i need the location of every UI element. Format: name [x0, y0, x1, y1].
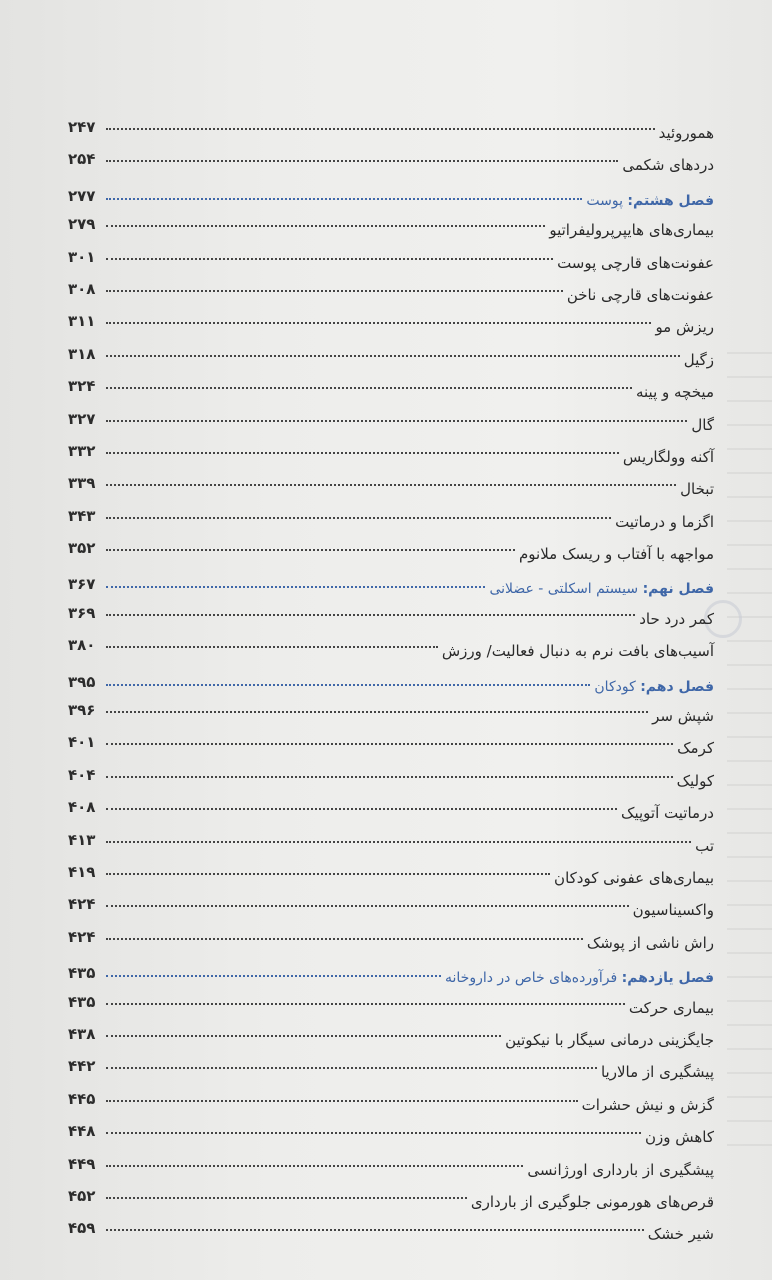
dot-leader: [106, 355, 680, 357]
page-number: ۲۴۷: [68, 118, 96, 136]
toc-entry-row: [68, 733, 714, 765]
dot-leader: [106, 290, 563, 292]
toc-entry-row: [68, 701, 714, 733]
table-of-contents: [68, 118, 714, 1252]
toc-entry-row: [68, 280, 714, 312]
dot-leader: [106, 1197, 467, 1199]
toc-entry-row: [68, 507, 714, 539]
page-number: ۴۱۳: [68, 830, 96, 849]
page-number: ۳۱۱: [68, 312, 96, 331]
dot-leader: [106, 646, 438, 648]
toc-entry-row: [68, 118, 714, 150]
dot-leader: [106, 873, 550, 875]
dot-leader: [106, 776, 673, 778]
toc-chapter-row: [68, 571, 714, 603]
page-number: ۴۳۸: [68, 1024, 96, 1043]
toc-entry-row: [68, 1187, 714, 1219]
dot-leader: [106, 549, 515, 551]
dot-leader: [106, 1132, 641, 1134]
entry-title: تب: [695, 836, 714, 855]
page-number: ۴۴۹: [68, 1154, 96, 1173]
chapter-heading: فصل یازدهم:: [621, 970, 714, 987]
chapter-heading: فصل نهم:: [642, 581, 714, 598]
toc-entry-row: [68, 150, 714, 182]
page-number: ۴۲۴: [68, 927, 96, 946]
entry-title: دردهای شکمی: [622, 156, 714, 175]
entry-title: اگزما و درماتیت: [615, 512, 714, 531]
entry-title: کرمک: [677, 739, 714, 758]
dot-leader: [106, 258, 553, 260]
entry-title: شیر خشک: [647, 1225, 714, 1244]
toc-entry-row: [68, 312, 714, 344]
dot-leader: [106, 420, 687, 422]
entry-title: کولیک: [676, 771, 714, 790]
entry-title: پیشگیری از بارداری اورژانسی: [527, 1160, 714, 1179]
entry-title: مواجهه با آفتاب و ریسک ملانوم: [519, 545, 714, 564]
page-number: ۴۲۴: [68, 895, 96, 914]
dot-leader: [106, 975, 441, 977]
page-number: ۳۰۱: [68, 247, 96, 266]
dot-leader: [106, 586, 485, 588]
page-number: ۴۱۹: [68, 862, 96, 881]
page-number: ۳۳۹: [68, 474, 96, 493]
dot-leader: [106, 452, 619, 454]
page-number: ۳۵۲: [68, 539, 96, 558]
entry-title: عفونت‌های قارچی پوست: [557, 253, 714, 272]
page-number: ۴۰۸: [68, 798, 96, 817]
entry-title: آسیب‌های بافت نرم به دنبال فعالیت/ ورزش: [441, 642, 714, 661]
page-number: ۳۲۷: [68, 409, 96, 428]
entry-title: هموروئید: [658, 124, 714, 142]
toc-entry-row: [68, 863, 714, 895]
entry-title: تبخال: [680, 480, 714, 499]
entry-title: کمر درد حاد: [639, 609, 714, 628]
dot-leader: [106, 1165, 523, 1167]
dot-leader: [106, 1100, 578, 1102]
dot-leader: [106, 225, 545, 227]
dot-leader: [106, 743, 673, 745]
toc-entry-row: [68, 1090, 714, 1122]
dot-leader: [106, 160, 618, 162]
page-number: ۳۶۷: [68, 575, 96, 594]
page-number: ۲۵۴: [68, 150, 96, 169]
bleed-through-texture: [727, 330, 772, 1160]
page-number: ۴۰۴: [68, 765, 96, 784]
dot-leader: [106, 905, 629, 907]
entry-title: زگیل: [683, 350, 714, 369]
dot-leader: [106, 387, 632, 389]
toc-entry-row: [68, 1025, 714, 1057]
dot-leader: [106, 322, 651, 324]
chapter-name: پوست: [586, 192, 623, 209]
page-number: ۳۲۴: [68, 377, 96, 396]
entry-title: راش ناشی از پوشک: [586, 933, 714, 952]
page-number: ۳۸۰: [68, 636, 96, 655]
entry-title: بیماری حرکت: [628, 998, 714, 1017]
toc-entry-row: [68, 215, 714, 247]
toc-entry-row: [68, 636, 714, 668]
entry-title: آکنه وولگاریس: [622, 447, 714, 466]
page-number: ۴۴۸: [68, 1122, 96, 1141]
page-number: ۳۴۳: [68, 506, 96, 525]
page-number: ۳۱۸: [68, 344, 96, 363]
toc-entry-row: [68, 798, 714, 830]
dot-leader: [106, 198, 582, 200]
chapter-heading: فصل دهم:: [640, 678, 714, 695]
entry-title: جایگزینی درمانی سیگار با نیکوتین: [505, 1030, 714, 1049]
chapter-heading: فصل هشتم:: [627, 192, 714, 209]
dot-leader: [106, 841, 691, 843]
toc-entry-row: [68, 377, 714, 409]
toc-entry-row: [68, 831, 714, 863]
chapter-title: [445, 969, 714, 987]
page-number: ۲۷۷: [68, 186, 96, 205]
dot-leader: [106, 1067, 597, 1069]
page-number: ۳۹۶: [68, 701, 96, 720]
chapter-title: [586, 192, 714, 210]
page-number: ۴۳۵: [68, 964, 96, 983]
toc-entry-row: [68, 993, 714, 1025]
entry-title: واکسیناسیون: [632, 901, 714, 920]
dot-leader: [106, 1229, 644, 1231]
toc-entry-row: [68, 1057, 714, 1089]
entry-title: ریزش مو: [655, 318, 714, 337]
toc-entry-row: [68, 1219, 714, 1251]
toc-entry-row: [68, 410, 714, 442]
dot-leader: [106, 684, 590, 686]
toc-entry-row: [68, 766, 714, 798]
dot-leader: [106, 808, 617, 810]
page-number: ۳۹۵: [68, 672, 96, 691]
toc-entry-row: [68, 604, 714, 636]
toc-entry-row: [68, 539, 714, 571]
page-number: ۳۶۹: [68, 603, 96, 622]
toc-entry-row: [68, 895, 714, 927]
page-number: ۴۵۹: [68, 1219, 96, 1238]
toc-entry-row: [68, 474, 714, 506]
toc-entry-row: [68, 1155, 714, 1187]
entry-title: کاهش وزن: [644, 1128, 714, 1147]
dot-leader: [106, 711, 648, 713]
entry-title: گال: [691, 415, 714, 434]
chapter-name: فرآورده‌های خاص در داروخانه: [445, 970, 618, 987]
entry-title: پیشگیری از مالاریا: [600, 1063, 714, 1082]
chapter-name: کودکان: [594, 678, 636, 695]
dot-leader: [106, 1035, 501, 1037]
entry-title: بیماری‌های هایپرپرولیفراتیو: [549, 221, 714, 240]
chapter-title: [489, 580, 714, 598]
toc-entry-row: [68, 248, 714, 280]
page-number: ۴۴۲: [68, 1057, 96, 1076]
dot-leader: [106, 938, 583, 940]
entry-title: بیماری‌های عفونی کودکان: [554, 868, 714, 887]
entry-title: میخچه و پینه: [635, 383, 714, 402]
dot-leader: [106, 614, 635, 616]
dot-leader: [106, 1003, 625, 1005]
toc-entry-row: [68, 1122, 714, 1154]
dot-leader: [106, 484, 676, 486]
toc-entry-row: [68, 442, 714, 474]
chapter-title: [594, 678, 714, 696]
entry-title: عفونت‌های قارچی ناخن: [566, 285, 714, 304]
entry-title: گزش و نیش حشرات: [581, 1095, 714, 1114]
page-number: ۴۰۱: [68, 733, 96, 752]
toc-entry-row: [68, 928, 714, 960]
dot-leader: [106, 517, 611, 519]
page-number: ۴۵۲: [68, 1186, 96, 1205]
toc-chapter-row: [68, 183, 714, 215]
page-number: ۳۰۸: [68, 279, 96, 298]
page-number: ۴۳۵: [68, 992, 96, 1011]
page-number: ۴۴۵: [68, 1089, 96, 1108]
entry-title: شپش سر: [652, 707, 714, 726]
chapter-name: سیستم اسکلتی - عضلانی: [489, 581, 639, 598]
page-number: ۳۳۲: [68, 441, 96, 460]
dot-leader: [106, 128, 655, 130]
toc-chapter-row: [68, 960, 714, 992]
entry-title: درماتیت آتوپیک: [621, 804, 714, 823]
entry-title: قرص‌های هورمونی جلوگیری از بارداری: [470, 1192, 714, 1211]
toc-entry-row: [68, 345, 714, 377]
toc-chapter-row: [68, 669, 714, 701]
page-number: ۲۷۹: [68, 215, 96, 234]
